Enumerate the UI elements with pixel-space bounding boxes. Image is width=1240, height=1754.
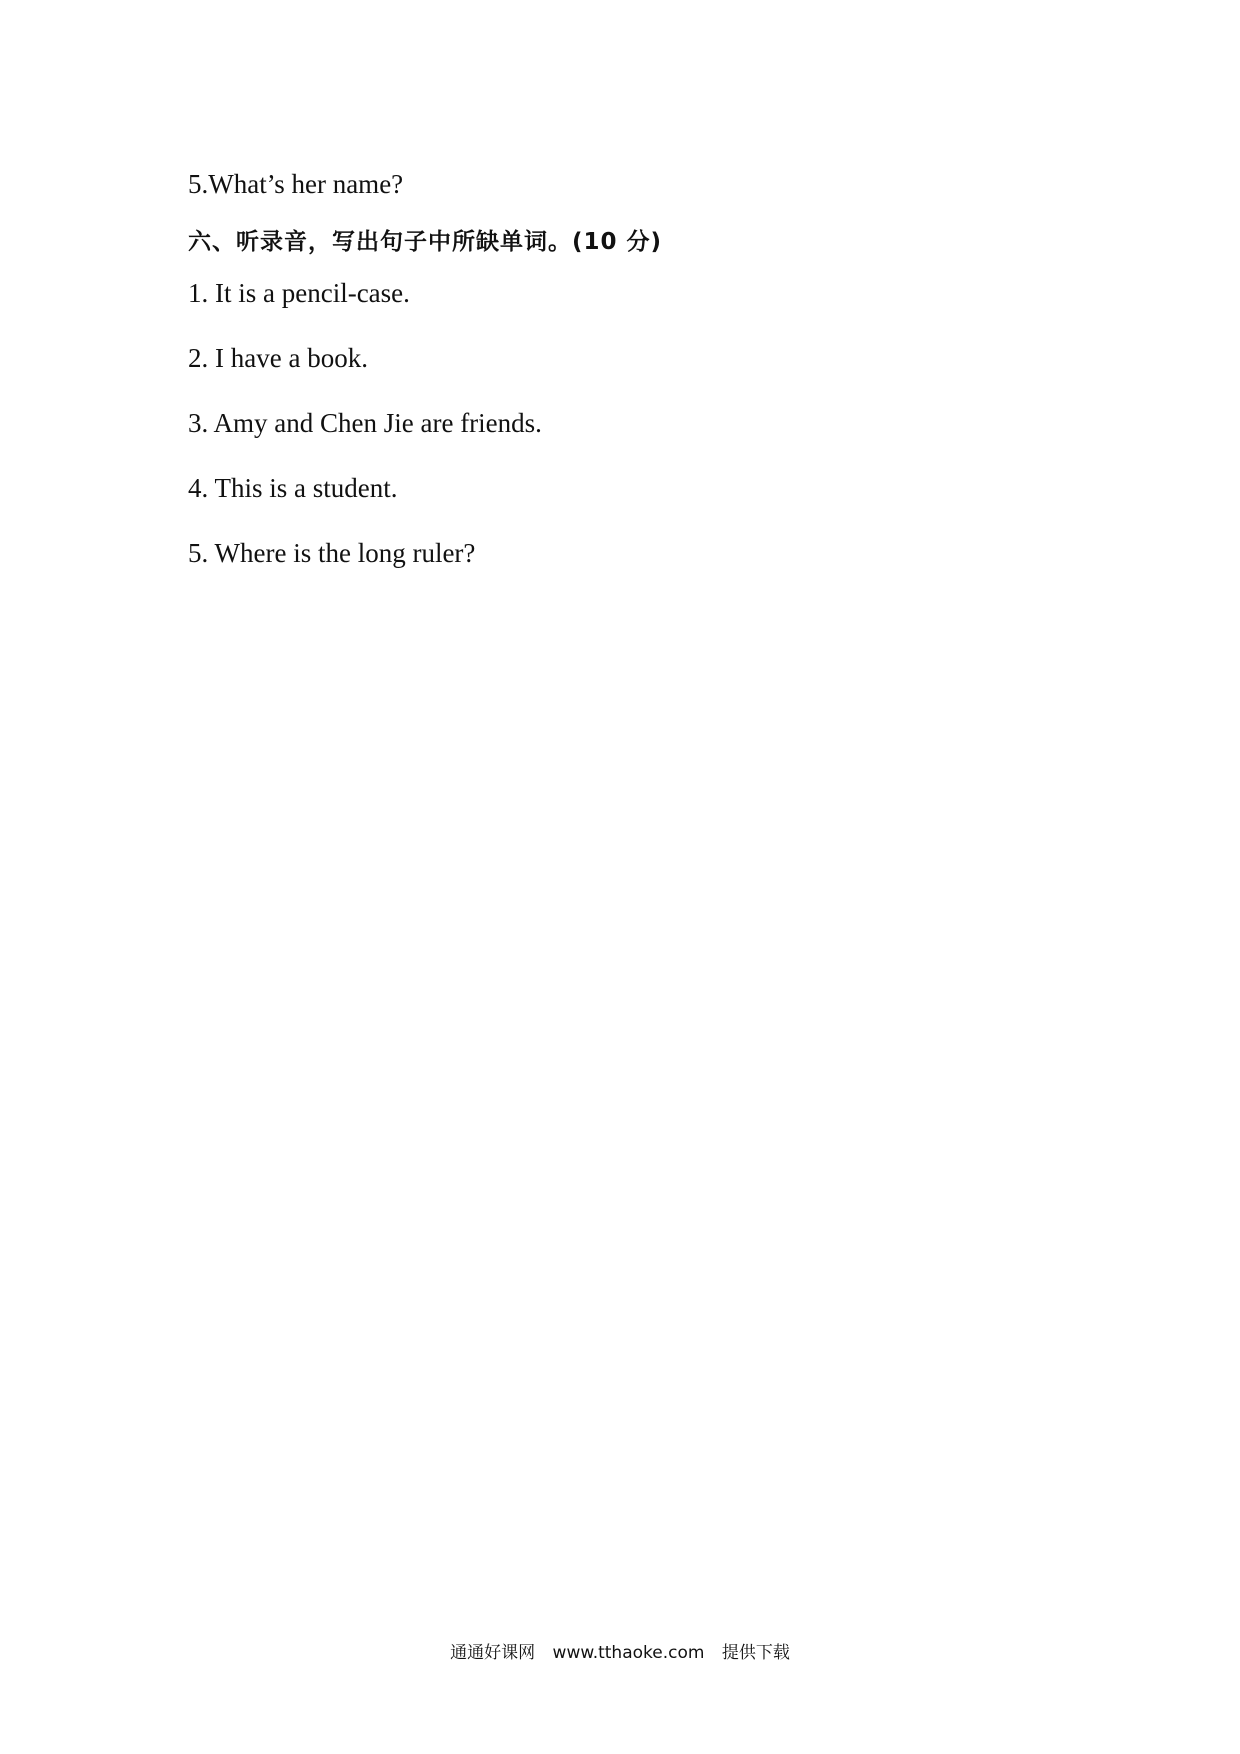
page-footer [0, 1638, 1240, 1663]
sentence-2: 2. I have a book. [188, 343, 368, 373]
sentence-4: 4. This is a student. [188, 473, 398, 503]
previous-question: 5.What’s her name? [188, 169, 404, 199]
footer-suffix: 提供下载 [721, 1643, 790, 1663]
sentence-3: 3. Amy and Chen Jie are friends. [188, 408, 542, 438]
footer-url[interactable]: www.tthaoke.com [552, 1643, 705, 1663]
sentence-5: 5. Where is the long ruler? [188, 538, 476, 568]
section-heading: 六、听录音，写出句子中所缺单词。(10 分) [188, 229, 663, 255]
footer-site-name: 通通好课网 [450, 1643, 536, 1663]
sentence-1: 1. It is a pencil-case. [188, 278, 410, 308]
